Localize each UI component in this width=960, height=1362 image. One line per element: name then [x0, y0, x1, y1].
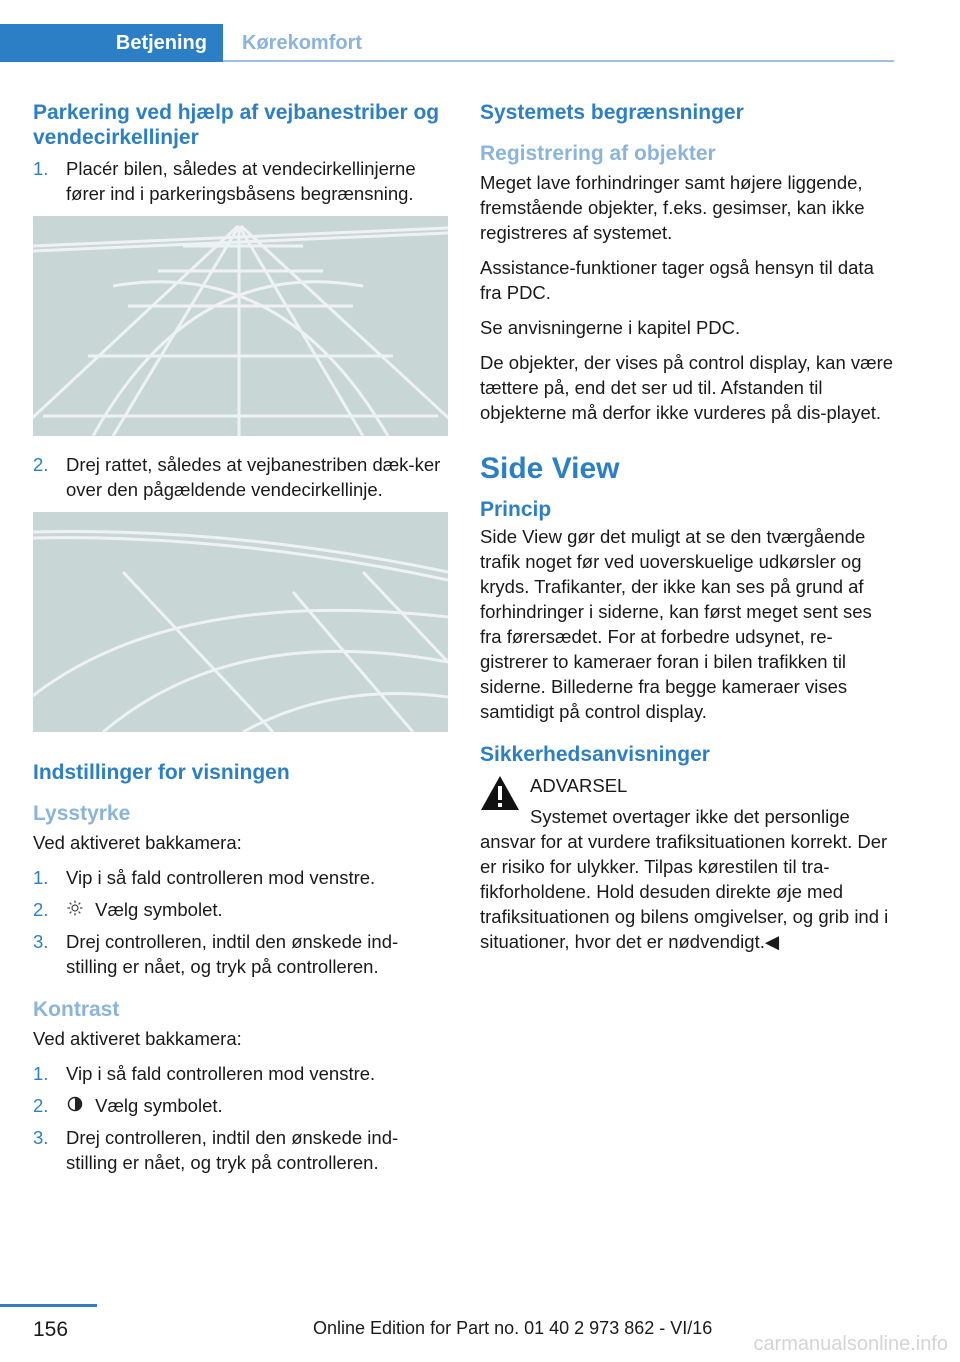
list-item [33, 1093, 448, 1118]
step-number: 3. [33, 931, 49, 952]
tab-divider [223, 60, 894, 62]
section-title-display-settings: Indstillinger for visningen [33, 761, 290, 784]
list-item [33, 929, 448, 979]
list-item [33, 1061, 448, 1086]
page-number: 156 [33, 1318, 69, 1341]
paragraph: De objekter, der vises på control display, kan være tættere på, end det ser ud til. Afstanden til objekterne må derfor ikke vurderes på dis‐playet. [480, 352, 894, 423]
step-text: Vælg symbolet. [95, 899, 223, 920]
parking-steps-1 [33, 156, 448, 206]
step-text: Drej controlleren, indtil den ønskede ind‐stilling er nået, og tryk på controlleren. [66, 931, 399, 977]
step-text: Vælg symbolet. [95, 1095, 223, 1116]
watermark: carmanualsonline.info [753, 1333, 948, 1355]
header-tabbar [0, 0, 960, 64]
section-title-principle: Princip [480, 498, 552, 521]
tab-betjening[interactable]: Betjening [0, 24, 223, 62]
step-number: 1. [33, 158, 49, 179]
chapter-title-side-view: Side View [480, 452, 620, 485]
right-column [480, 100, 895, 954]
step-number: 1. [33, 1063, 49, 1084]
left-column [33, 100, 448, 1185]
section-title-parking: Parkering ved hjælp af vejbanestriber og vendecirkellinjer [33, 101, 440, 149]
step-text: Vip i så fald controlleren mod venstre. [66, 867, 376, 888]
footer-rule [0, 1304, 97, 1307]
step-number: 2. [33, 1095, 49, 1116]
warning-title: ADVARSEL [530, 775, 628, 796]
step-text: Placér bilen, således at vendecirkellinjerne fører ind i parkeringsbåsens begrænsning. [66, 158, 416, 204]
list-item [33, 897, 448, 922]
paragraph: Assistance-funktioner tager også hensyn til data fra PDC. [480, 257, 874, 303]
list-item [33, 452, 448, 502]
section-title-limits: Systemets begrænsninger [480, 101, 744, 124]
subsection-title-brightness: Lysstyrke [33, 802, 131, 825]
step-number: 2. [33, 454, 49, 475]
camera-view-figure-1 [33, 216, 448, 436]
step-number: 2. [33, 899, 49, 920]
step-number: 3. [33, 1127, 49, 1148]
paragraph: Meget lave forhindringer samt højere liggende, fremstående objekter, f.eks. gesimser, kan ikke registreres af systemet. [480, 172, 865, 243]
contrast-icon [66, 1093, 84, 1118]
brightness-intro: Ved aktiveret bakkamera: [33, 832, 242, 853]
contrast-intro: Ved aktiveret bakkamera: [33, 1028, 242, 1049]
warning-text: Systemet overtager ikke det personlige ansvar for at vurdere trafiksituationen korrekt. Der er risiko for ulykker. Tilpas kørestilen til tra‐fikforholdene. Hold desuden direkte øje med trafiksituationen og bilens omgivelser, og grib ind i situationer, hvor det er nødvendigt.◀ [480, 806, 889, 952]
list-item [33, 865, 448, 890]
brightness-steps [33, 865, 448, 979]
parking-steps-2 [33, 452, 448, 502]
step-text: Drej controlleren, indtil den ønskede ind‐stilling er nået, og tryk på controlleren. [66, 1127, 399, 1173]
step-number: 1. [33, 867, 49, 888]
principle-text: Side View gør det muligt at se den tværgående trafik noget før ved uoverskuelige udkørsler og kryds. Trafikanter, der ikke kan ses på grund af forhindringer i siderne, kan først meget sent ses fra førersædet. For at forbedre udsynet, re‐gistrerer to kameraer foran i bilen trafikken til siderne. Billederne fra begge kameraer vises samtidigt på control display. [480, 526, 872, 722]
contrast-steps [33, 1061, 448, 1175]
step-text: Vip i så fald controlleren mod venstre. [66, 1063, 376, 1084]
step-text: Drej rattet, således at vejbanestriben dæk‐ker over den pågældende vendecirkellinje. [66, 454, 441, 500]
list-item [33, 1125, 448, 1175]
camera-view-figure-2 [33, 512, 448, 732]
tab-korekomfort[interactable]: Kørekomfort [242, 31, 363, 54]
subsection-title-contrast: Kontrast [33, 998, 120, 1021]
footer-edition: Online Edition for Part no. 01 40 2 973 862 - VI/16 [313, 1318, 713, 1338]
sun-icon [66, 897, 84, 922]
warning-block [480, 773, 895, 954]
paragraph: Se anvisningerne i kapitel PDC. [480, 317, 741, 338]
list-item [33, 156, 448, 206]
warning-icon [480, 775, 520, 811]
subsection-title-detection: Registrering af objekter [480, 142, 716, 165]
section-title-safety: Sikkerhedsanvisninger [480, 743, 710, 766]
